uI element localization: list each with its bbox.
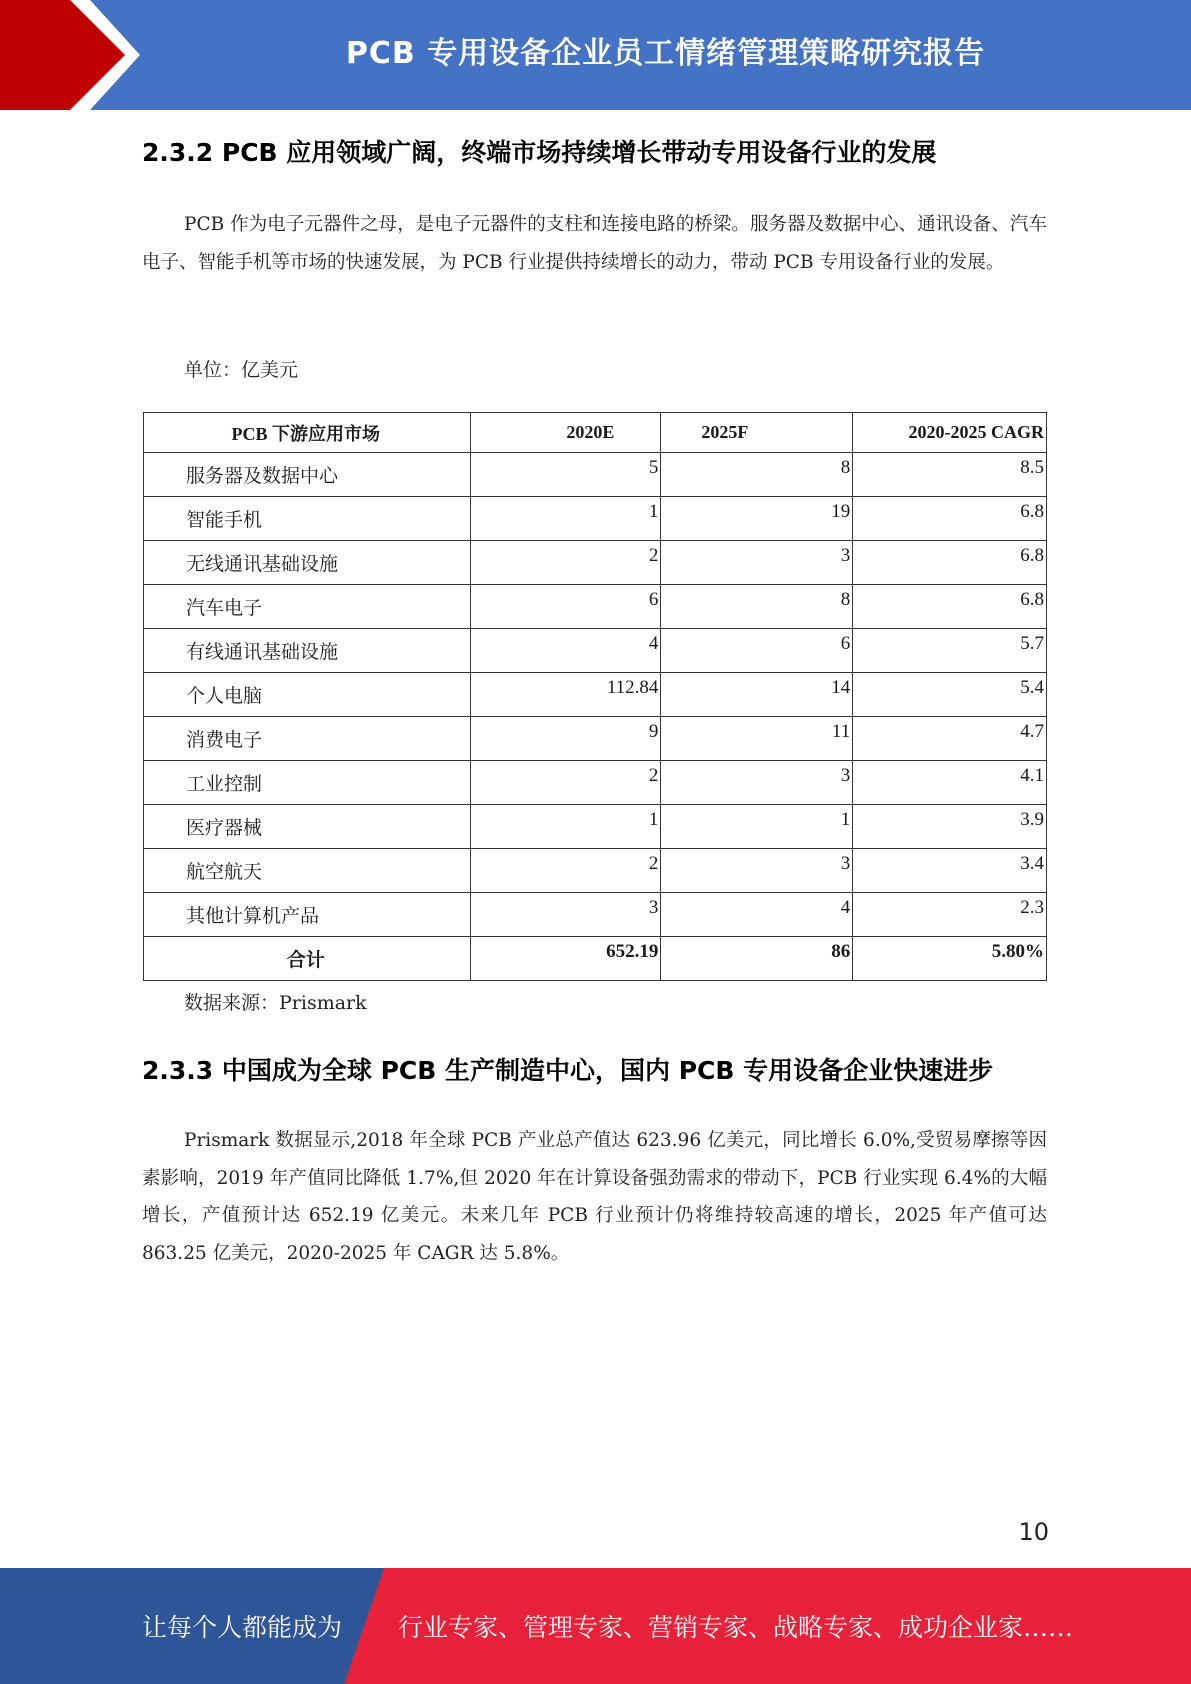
page-header: [0, 0, 1191, 110]
table-total-row: [144, 937, 1047, 981]
footer-slogan-right: 行业专家、管理专家、营销专家、战略专家、成功企业家……: [398, 1613, 1074, 1642]
value-cell: 6: [470, 585, 661, 629]
header-title: PCB 专用设备企业员工情绪管理策略研究报告: [345, 36, 986, 71]
total-value-cell: 86: [661, 937, 853, 981]
value-cell: 4.7: [853, 717, 1047, 761]
market-name-cell: 医疗器械: [144, 805, 471, 849]
table-row: [144, 805, 1047, 849]
value-cell: 2: [470, 761, 661, 805]
market-name-cell: 个人电脑: [144, 673, 471, 717]
section-paragraph-2-3-2: PCB 作为电子元器件之母，是电子元器件的支柱和连接电路的桥梁。服务器及数据中心、通讯设备、汽车电子、智能手机等市场的快速发展，为 PCB 行业提供持续增长的动力，带动 PCB 专用设备行业的发展。: [142, 214, 1047, 273]
market-name-cell: 其他计算机产品: [144, 893, 471, 937]
value-cell: 6.8: [853, 585, 1047, 629]
market-name-cell: 有线通讯基础设施: [144, 629, 471, 673]
page-footer: [0, 1568, 1191, 1684]
market-name-cell: 航空航天: [144, 849, 471, 893]
unit-note: 单位：亿美元: [184, 359, 299, 381]
table-row: [144, 629, 1047, 673]
value-cell: 112.84: [470, 673, 661, 717]
market-name-cell: 服务器及数据中心: [144, 453, 471, 497]
footer-slogan-left: 让每个人都能成为: [142, 1613, 343, 1642]
value-cell: 5: [470, 453, 661, 497]
section-heading-2-3-2: 2.3.2 PCB 应用领域广阔，终端市场持续增长带动专用设备行业的发展: [142, 138, 937, 167]
table-row: [144, 893, 1047, 937]
market-name-cell: 无线通讯基础设施: [144, 541, 471, 585]
value-cell: 8: [661, 585, 853, 629]
table-row: [144, 717, 1047, 761]
total-label-cell: 合计: [144, 937, 471, 981]
market-name-cell: 汽车电子: [144, 585, 471, 629]
table-header-cell: 2025F: [661, 413, 853, 453]
value-cell: 3.4: [853, 849, 1047, 893]
total-value-cell: 5.80%: [853, 937, 1047, 981]
chevron-decoration-icon: [0, 0, 200, 110]
value-cell: 8.5: [853, 453, 1047, 497]
value-cell: 2: [470, 849, 661, 893]
market-name-cell: 智能手机: [144, 497, 471, 541]
data-source-note: 数据来源：Prismark: [184, 992, 367, 1014]
table-row: [144, 453, 1047, 497]
table-row: [144, 585, 1047, 629]
table-row: [144, 849, 1047, 893]
value-cell: 3: [661, 761, 853, 805]
value-cell: 6.8: [853, 541, 1047, 585]
table-header-cell: 2020-2025 CAGR: [853, 413, 1047, 453]
total-value-cell: 652.19: [470, 937, 661, 981]
market-name-cell: 工业控制: [144, 761, 471, 805]
table-row: [144, 497, 1047, 541]
value-cell: 8: [661, 453, 853, 497]
section-paragraph-2-3-3: Prismark 数据显示,2018 年全球 PCB 产业总产值达 623.96 亿美元，同比增长 6.0%,受贸易摩擦等因素影响，2019 年产值同比降低 1.7%,但 2020 年在计算设备强劲需求的带动下，PCB 行业实现 6.4%的大幅增长，产值预计达 652.19 亿美元。未来几年 PCB 行业预计仍将维持较高速的增长，2025 年产值可达 863.25 亿美元，2020-2025 年 CAGR 达 5.8%。: [142, 1130, 1047, 1264]
value-cell: 5.7: [853, 629, 1047, 673]
value-cell: 2.3: [853, 893, 1047, 937]
value-cell: 4.1: [853, 761, 1047, 805]
table-header-cell: PCB 下游应用市场: [144, 413, 471, 453]
table-header-row: [144, 413, 1047, 453]
value-cell: 6.8: [853, 497, 1047, 541]
value-cell: 1: [470, 805, 661, 849]
section-heading-2-3-3: 2.3.3 中国成为全球 PCB 生产制造中心，国内 PCB 专用设备企业快速进步: [142, 1056, 994, 1085]
table-header-cell: 2020E: [470, 413, 661, 453]
value-cell: 1: [470, 497, 661, 541]
value-cell: 3: [661, 849, 853, 893]
table-row: [144, 673, 1047, 717]
value-cell: 9: [470, 717, 661, 761]
value-cell: 11: [661, 717, 853, 761]
value-cell: 3: [661, 541, 853, 585]
table-row: [144, 761, 1047, 805]
page-number: 10: [1018, 1518, 1049, 1546]
value-cell: 14: [661, 673, 853, 717]
value-cell: 4: [470, 629, 661, 673]
value-cell: 19: [661, 497, 853, 541]
market-name-cell: 消费电子: [144, 717, 471, 761]
value-cell: 3.9: [853, 805, 1047, 849]
value-cell: 4: [661, 893, 853, 937]
value-cell: 2: [470, 541, 661, 585]
value-cell: 6: [661, 629, 853, 673]
value-cell: 3: [470, 893, 661, 937]
pcb-market-table: [143, 412, 1047, 981]
value-cell: 1: [661, 805, 853, 849]
table-row: [144, 541, 1047, 585]
value-cell: 5.4: [853, 673, 1047, 717]
